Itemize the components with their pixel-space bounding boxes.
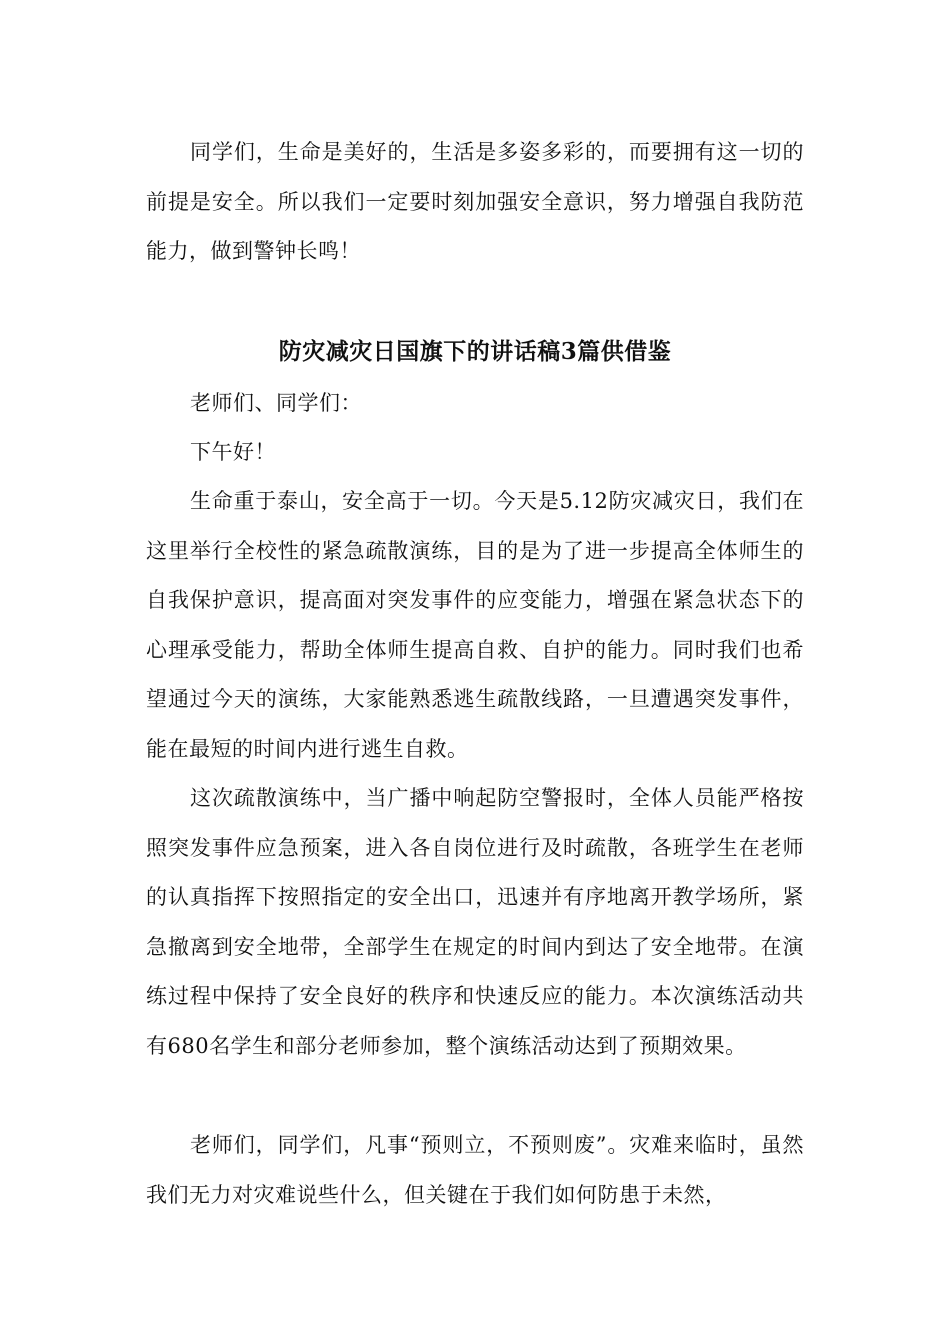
intro-paragraph: 同学们，生命是美好的，生活是多姿多彩的，而要拥有这一切的前提是安全。所以我们一定要时刻加强安全意识，努力增强自我防范能力，做到警钟长鸣！	[146, 140, 804, 263]
body-paragraph-3: 老师们，同学们，凡事“预则立，不预则废”。灾难来临时，虽然我们无力对灾难说些什么，但关键在于我们如何防患于未然，	[146, 1133, 804, 1207]
document-title: 防灾减灾日国旗下的讲话稿3篇供借鉴	[278, 338, 672, 365]
body-paragraph-1: 生命重于泰山，安全高于一切。今天是5.12防灾减灾日，我们在这里举行全校性的紧急疏散演练，目的是为了进一步提高全体师生的自我保护意识，提高面对突发事件的应变能力，增强在紧急状态下的心理承受能力，帮助全体师生提高自救、自护的能力。同时我们也希望通过今天的演练，大家能熟悉逃生疏散线路，一旦遭遇突发事件，能在最短的时间内进行逃生自救。	[146, 489, 804, 761]
salutation: 老师们、同学们：	[190, 391, 362, 415]
body-paragraph-2: 这次疏散演练中，当广播中响起防空警报时，全体人员能严格按照突发事件应急预案，进入各自岗位进行及时疏散，各班学生在老师的认真指挥下按照指定的安全出口，迅速并有序地离开教学场所，紧急撤离到安全地带，全部学生在规定的时间内到达了安全地带。在演练过程中保持了安全良好的秩序和快速反应的能力。本次演练活动共有680名学生和部分老师参加，整个演练活动达到了预期效果。	[146, 786, 804, 1058]
greeting: 下午好！	[190, 440, 276, 464]
